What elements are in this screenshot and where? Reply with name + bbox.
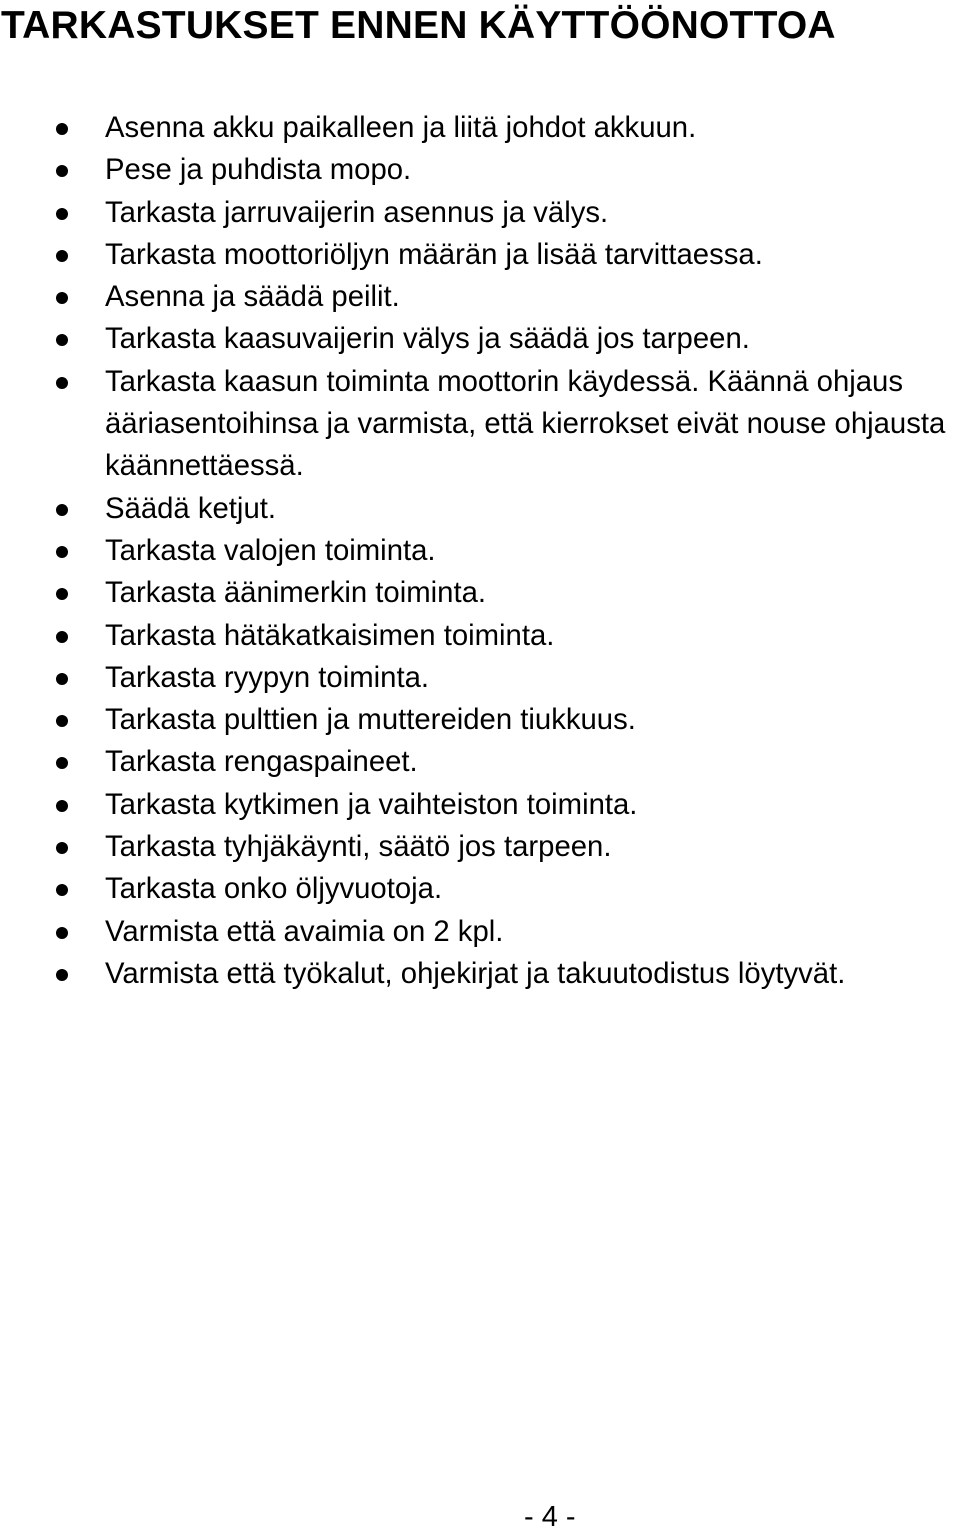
checklist-item-text: Tarkasta kytkimen ja vaihteiston toiminta.: [105, 787, 638, 821]
checklist-item: [0, 488, 960, 530]
checklist-item: [0, 911, 960, 953]
checklist-item-text: Tarkasta hätäkatkaisimen toiminta.: [105, 618, 555, 652]
page-number: - 4 -: [524, 1501, 576, 1533]
checklist-item: [0, 276, 960, 318]
checklist-item-text: Tarkasta kaasun toiminta moottorin käydessä. Käännä ohjaus ääriasentoihinsa ja varmista, että kierrokset eivät nouse ohjausta käännettäessä.: [105, 364, 946, 483]
bullet-icon: [56, 165, 68, 177]
checklist-item: [0, 361, 960, 488]
checklist-item: [0, 530, 960, 572]
bullet-icon: [56, 588, 68, 600]
bullet-icon: [56, 377, 68, 389]
checklist-item-text: Tarkasta kaasuvaijerin välys ja säädä jos tarpeen.: [105, 322, 750, 356]
bullet-icon: [56, 250, 68, 262]
checklist-item-text: Asenna ja säädä peilit.: [105, 280, 400, 314]
bullet-icon: [56, 123, 68, 135]
checklist-item: [0, 234, 960, 276]
bullet-icon: [56, 715, 68, 727]
checklist-item: [0, 741, 960, 783]
checklist-item-text: Varmista että työkalut, ohjekirjat ja takuutodistus löytyvät.: [105, 956, 846, 990]
bullet-icon: [56, 800, 68, 812]
checklist-item: [0, 192, 960, 234]
checklist-item-text: Tarkasta äänimerkin toiminta.: [105, 576, 487, 610]
bullet-icon: [56, 969, 68, 981]
checklist-item: [0, 657, 960, 699]
bullet-icon: [56, 673, 68, 685]
checklist-item-text: Tarkasta jarruvaijerin asennus ja välys.: [105, 195, 609, 229]
checklist-item-text: Tarkasta moottoriöljyn määrän ja lisää tarvittaessa.: [105, 237, 763, 271]
checklist-item-text: Tarkasta onko öljyvuotoja.: [105, 872, 443, 906]
checklist-item-text: Tarkasta ryypyn toiminta.: [105, 660, 430, 694]
bullet-icon: [56, 631, 68, 643]
checklist-item-text: Tarkasta rengaspaineet.: [105, 745, 418, 779]
checklist-item-text: Tarkasta valojen toiminta.: [105, 533, 436, 567]
checklist-item: [0, 107, 960, 149]
checklist-item: [0, 699, 960, 741]
bullet-icon: [56, 842, 68, 854]
bullet-icon: [56, 208, 68, 220]
checklist-item: [0, 149, 960, 191]
bullet-icon: [56, 504, 68, 516]
checklist-item-text: Varmista että avaimia on 2 kpl.: [105, 914, 504, 948]
checklist-item: [0, 318, 960, 360]
bullet-icon: [56, 757, 68, 769]
inspection-checklist: [0, 107, 960, 995]
checklist-item-text: Tarkasta tyhjäkäynti, säätö jos tarpeen.: [105, 830, 612, 864]
bullet-icon: [56, 292, 68, 304]
checklist-item-text: Asenna akku paikalleen ja liitä johdot akkuun.: [105, 111, 697, 144]
checklist-item: [0, 615, 960, 657]
page-title: TARKASTUKSET ENNEN KÄYTTÖÖNOTTOA: [1, 4, 836, 47]
bullet-icon: [56, 334, 68, 346]
checklist-item: [0, 826, 960, 868]
checklist-item-text: Säädä ketjut.: [105, 491, 277, 525]
bullet-icon: [56, 884, 68, 896]
bullet-icon: [56, 546, 68, 558]
checklist-item-text: Pese ja puhdista mopo.: [105, 153, 412, 187]
checklist-item: [0, 953, 960, 995]
checklist-item: [0, 868, 960, 910]
checklist-item-text: Tarkasta pulttien ja muttereiden tiukkuus.: [105, 703, 636, 737]
bullet-icon: [56, 927, 68, 939]
checklist-item: [0, 784, 960, 826]
checklist-item: [0, 572, 960, 614]
